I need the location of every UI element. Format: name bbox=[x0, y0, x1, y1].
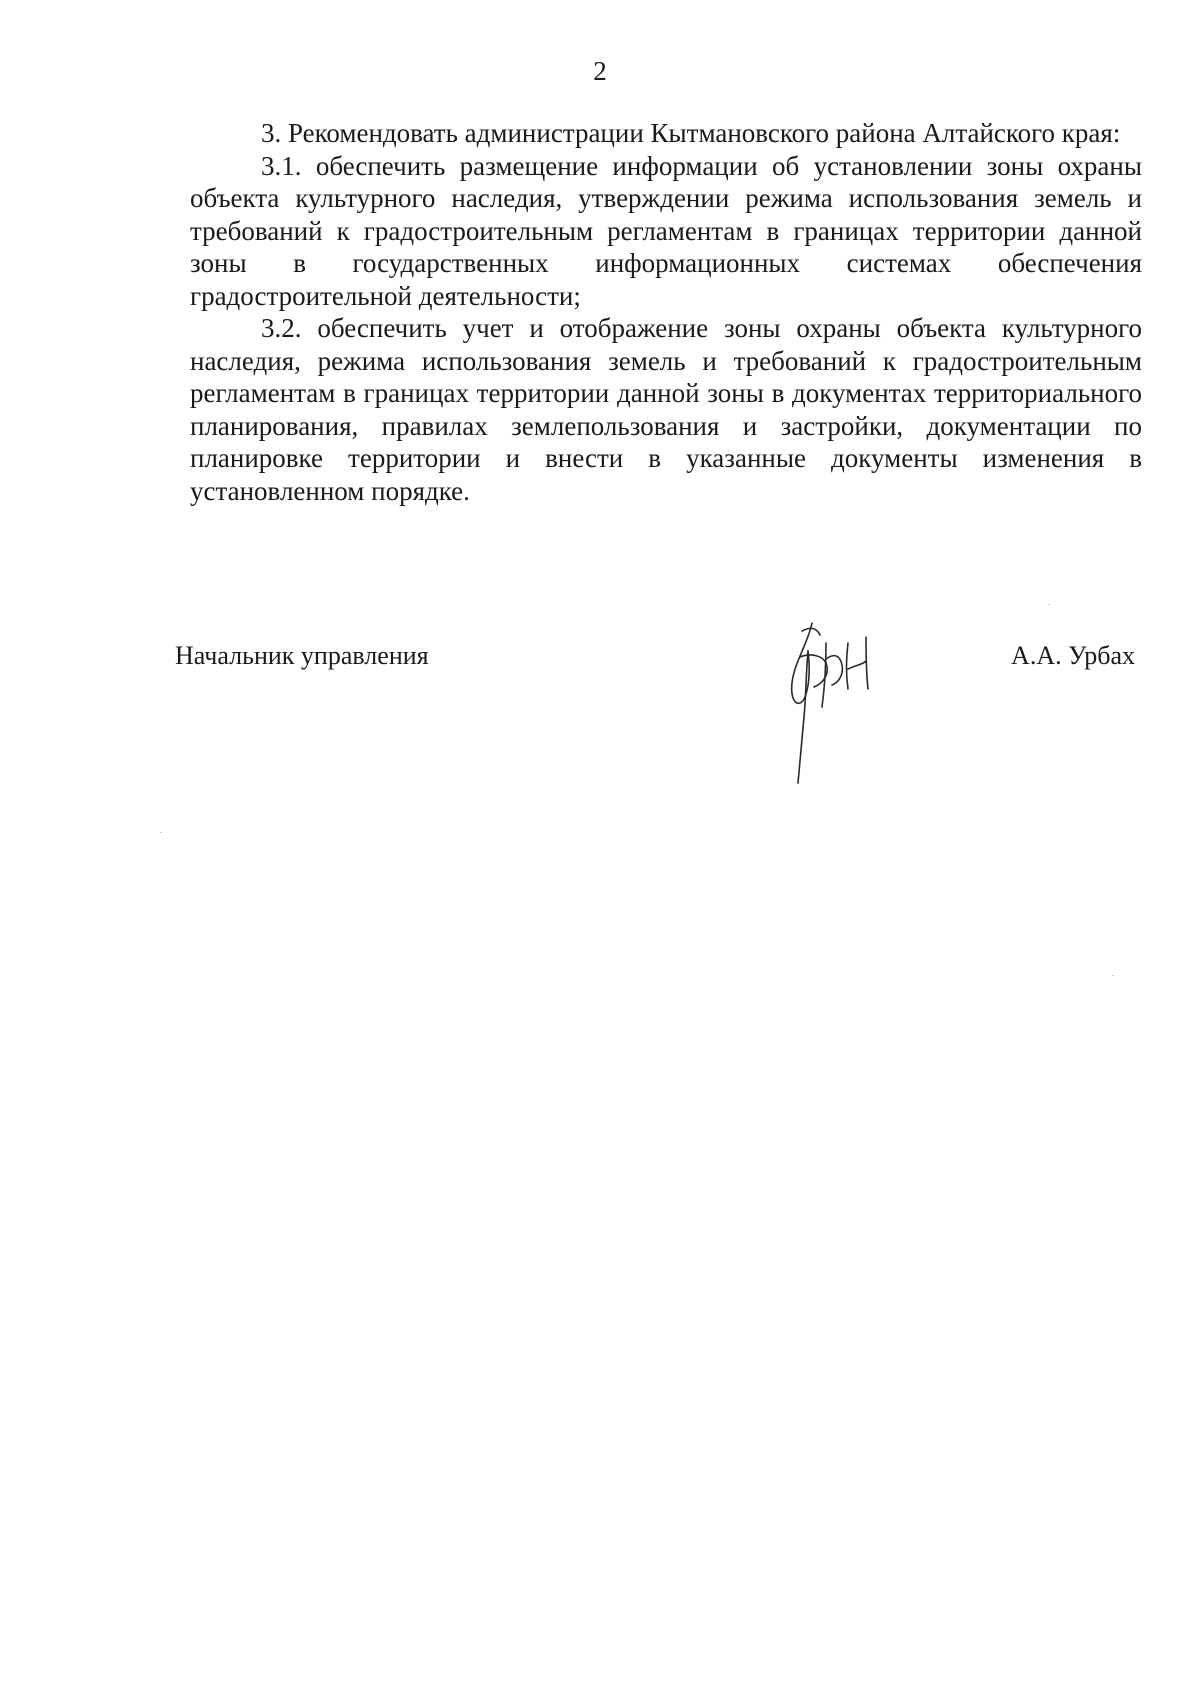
handwritten-signature-icon bbox=[780, 613, 890, 788]
scan-speck bbox=[160, 832, 162, 833]
document-body bbox=[190, 117, 1142, 507]
paragraph-item-3: 3. Рекомендовать администрации Кытмановского района Алтайского края: bbox=[261, 118, 1121, 148]
paragraph-item-3-2: 3.2. обеспечить учет и отображение зоны охраны объекта культурного наследия, режима использования земель и требований к градостроительным регламентам в границах территории данной зоны в документах территориального планирования, правилах землепользования и застройки, документации по планировке территории и внести в указанные документы изменения в установленном порядке. bbox=[190, 313, 1142, 506]
scan-speck bbox=[1048, 604, 1050, 605]
signer-name: А.А. Урбах bbox=[1011, 641, 1135, 670]
scan-speck bbox=[1112, 975, 1114, 976]
page-number: 2 bbox=[593, 56, 607, 86]
signer-title: Начальник управления bbox=[175, 641, 429, 670]
paragraph-item-3-1: 3.1. обеспечить размещение информации об установлении зоны охраны объекта культурного наследия, утверждении режима использования земель и требований к градостроительным регламентам в границах территории данной зоны в государственных информационных системах обеспечения градостроительной деятельности; bbox=[190, 150, 1142, 311]
signature-block bbox=[175, 643, 1135, 783]
